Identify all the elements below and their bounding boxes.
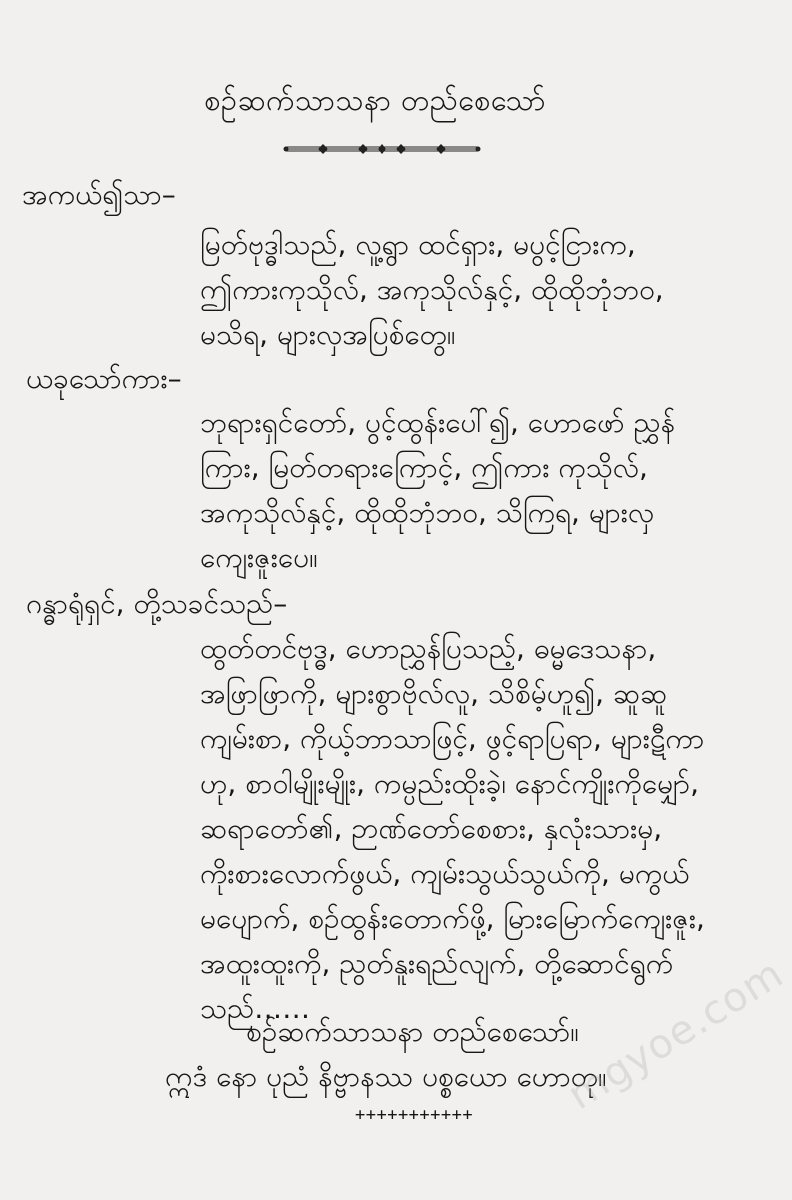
watermark: mgyoe.com [560,950,792,1120]
verse-line: မြတ်ဗုဒ္ဓါသည်, လူ့ရွာ ထင်ရှား, မပွင့်ငြားက, [200,228,636,261]
verse-line: မပျောက်, စဥ်ထွန်းတောက်ဖို့, မြားမြောက်ကျေးဇူး, [200,902,705,935]
end-mark: +++++++++++ [355,1105,474,1125]
closing-line-2: ဣဒံ နော ပုညံ နိဗ္ဗာနဿ ပစ္စယော ဟောတု။ [165,1060,607,1093]
verse-line: ကျေးဇူးပေ။ [200,541,318,574]
verse-line: ကိုးစားလောက်ဖွယ်, ကျမ်းသွယ်သွယ်ကို, မကွယ် [200,857,690,890]
verse-line: ကျမ်းစာ, ကိုယ့်ဘာသာဖြင့်, ဖွင့်ရာပြရာ, များဋီကာ [200,722,705,755]
section-heading-2: ယခုသော်ကား– [26,362,182,395]
verse-line: ဘုရားရှင်တော်, ပွင့်ထွန်းပေါ်၍, ဟောဖော် ညွှန် [200,406,676,439]
closing-line-1: စဥ်ဆက်သာသနာ တည်စေသော်။ [246,1015,579,1048]
verse-line: အထူးထူးကို, ညွတ်နူးရည်လျက်, တို့ဆောင်ရွက် [200,947,674,980]
verse-line: သည်…… [200,992,311,1025]
verse-line: ဤကားကုသိုလ်, အကုသိုလ်နှင့်, ထိုထိုဘုံဘဝ, [200,273,664,306]
page-title: စဥ်ဆက်သာသနာ တည်စေသော် [204,83,546,117]
section-heading-3: ဂန္ဓာရုံရှင်, တို့သခင်သည်– [26,587,288,620]
verse-line: အဖြာဖြာကို, များစွာဗိုလ်လူ, သိစိမ့်ဟူ၍, ဆူဆူ [200,677,668,710]
verse-line: ဆရာတော်၏, ဉာဏ်တော်စေစား, နှလုံးသားမှ, [200,812,663,845]
verse-line: အကုသိုလ်နှင့်, ထိုထိုဘုံဘဝ, သိကြရ, များလှ [200,496,655,529]
ornament-divider [282,143,482,155]
verse-line: ထွတ်တင်ဗုဒ္ဓ, ဟောညွှန်ပြသည့်, ဓမ္မဒေသနာ, [200,632,657,665]
verse-line: ကြား, မြတ်တရားကြောင့်, ဤကား ကုသိုလ်, [200,451,648,484]
verse-line: ဟု, စာဝါမျိုးမျိုး, ကမ္ပည်းထိုးခဲ့၊ နောင်ကျိုးကိုမျှော်, [200,767,699,800]
verse-line: မသိရ, များလှအပြစ်တွေ။ [200,318,456,351]
section-heading-1: အကယ်၍သာ– [22,178,176,211]
